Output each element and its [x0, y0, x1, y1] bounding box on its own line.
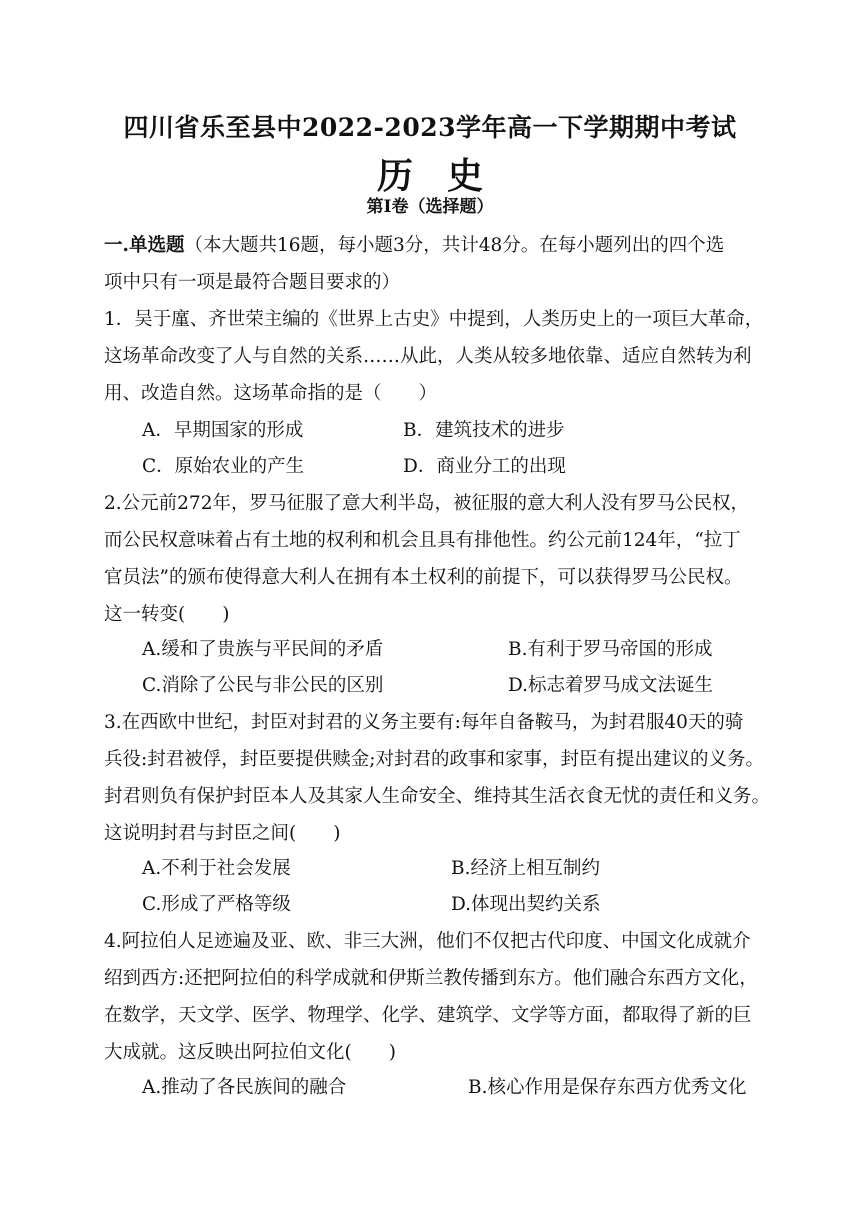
q1-option-d: D．商业分工的出现: [403, 456, 566, 477]
q3-option-d: D.体现出契约关系: [451, 894, 601, 915]
q2-line-4: 这一转变( ): [104, 604, 230, 625]
q1-option-c: C．原始农业的产生: [142, 456, 305, 477]
q4-line-3: 在数学，天文学、医学、物理学、化学、建筑学、文学等方面，都取得了新的巨: [104, 1005, 752, 1026]
q3-line-3: 封君则负有保护封臣本人及其家人生命安全、维持其生活衣食无忧的责任和义务。: [104, 786, 771, 807]
q3-option-a: A.不利于社会发展: [142, 858, 291, 879]
q4-line-2: 绍到西方:还把阿拉伯的科学成就和伊斯兰教传播到东方。他们融合东西方文化，: [104, 968, 758, 989]
q2-option-d: D.标志着罗马成文法诞生: [508, 675, 714, 696]
q4-line-1: 4.阿拉伯人足迹遍及亚、欧、非三大洲，他们不仅把古代印度、中国文化成就介: [104, 931, 751, 952]
exam-title: 四川省乐至县中2022-2023学年高一下学期期中考试: [123, 113, 737, 142]
q2-line-1: 2.公元前272年，罗马征服了意大利半岛，被征服的意大利人没有罗马公民权，: [104, 493, 749, 514]
q3-option-b: B.经济上相互制约: [451, 858, 600, 879]
q2-option-a: A.缓和了贵族与平民间的矛盾: [142, 639, 384, 660]
q4-option-b: B.核心作用是保存东西方优秀文化: [468, 1077, 747, 1098]
q2-option-c: C.消除了公民与非公民的区别: [142, 675, 384, 696]
subject-title: 历史: [376, 155, 517, 197]
q3-line-2: 兵役:封君被俘，封臣要提供赎金;对封君的政事和家事，封臣有提出建议的义务。: [104, 749, 764, 770]
q2-option-b: B.有利于罗马帝国的形成: [508, 639, 713, 660]
q1-line-2: 这场革命改变了人与自然的关系……从此，人类从较多地依靠、适应自然转为利: [104, 346, 752, 367]
q1-option-a: A．早期国家的形成: [142, 420, 304, 441]
q3-option-c: C.形成了严格等级: [142, 894, 291, 915]
q3-line-1: 3.在西欧中世纪，封臣对封君的义务主要有:每年自备鞍马，为封君服40天的骑: [104, 712, 744, 733]
q1-option-b: B．建筑技术的进步: [403, 420, 565, 441]
q2-line-2: 而公民权意味着占有土地的权利和机会且具有排他性。约公元前124年，“拉丁: [104, 530, 741, 551]
instructions-label: 一.单选题: [104, 235, 185, 256]
q1-line-1: 1．吴于廑、齐世荣主编的《世界上古史》中提到，人类历史上的一项巨大革命，: [104, 309, 764, 330]
instructions-line-2: 项中只有一项是最符合题目要求的）: [104, 272, 401, 293]
q4-line-4: 大成就。这反映出阿拉伯文化( ): [104, 1042, 396, 1063]
q3-line-4: 这说明封君与封臣之间( ): [104, 823, 341, 844]
section-title: 第Ⅰ卷（选择题）: [366, 197, 494, 217]
q4-option-a: A.推动了各民族间的融合: [142, 1077, 347, 1098]
instructions-line-1: 一.单选题（本大题共16题，每小题3分，共计48分。在每小题列出的四个选: [104, 235, 725, 256]
q2-line-3: 官员法”的颁布使得意大利人在拥有本土权利的前提下，可以获得罗马公民权。: [104, 567, 743, 588]
q1-line-3: 用、改造自然。这场革命指的是（ ）: [104, 383, 438, 404]
